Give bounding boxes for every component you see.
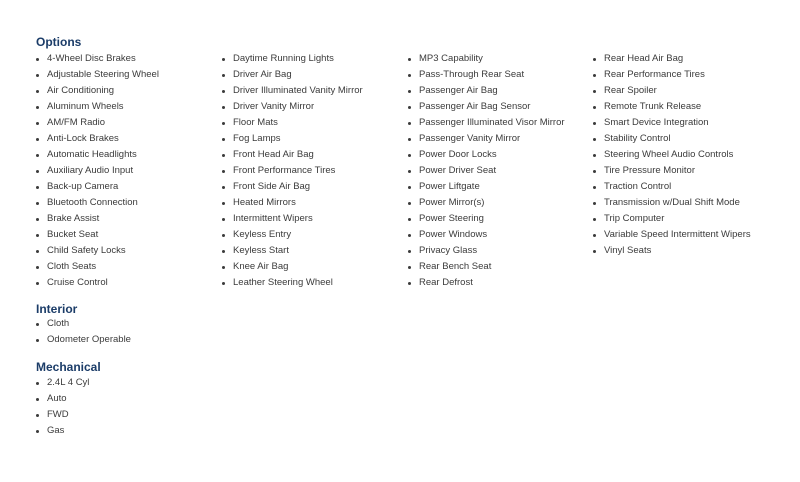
bullet-icon — [36, 90, 39, 93]
list-item-label: Trip Computer — [604, 213, 665, 224]
bullet-icon — [593, 202, 596, 205]
bullet-icon — [222, 106, 225, 109]
list-item — [408, 131, 593, 147]
bullet-icon — [593, 250, 596, 253]
list-item — [222, 243, 407, 259]
list-item-label: Bluetooth Connection — [47, 197, 138, 208]
bullet-icon — [408, 122, 411, 125]
list-item — [593, 211, 778, 227]
list-item — [222, 195, 407, 211]
list-item — [593, 147, 778, 163]
bullet-icon — [222, 186, 225, 189]
bullet-icon — [36, 202, 39, 205]
list-item-label: Knee Air Bag — [233, 261, 289, 272]
list-item — [408, 67, 593, 83]
list-item — [222, 83, 407, 99]
list-item — [593, 115, 778, 131]
list-item-label: Passenger Vanity Mirror — [419, 133, 521, 144]
list-item — [36, 163, 221, 179]
bullet-icon — [593, 58, 596, 61]
list-item-label: Child Safety Locks — [47, 245, 126, 256]
bullet-icon — [222, 74, 225, 77]
list-item-label: Power Mirror(s) — [419, 197, 485, 208]
list-item-label: Aluminum Wheels — [47, 101, 124, 112]
bullet-icon — [36, 430, 39, 433]
bullet-icon — [36, 250, 39, 253]
bullet-icon — [408, 218, 411, 221]
list-item-label: Privacy Glass — [419, 245, 478, 256]
bullet-icon — [222, 234, 225, 237]
bullet-icon — [36, 266, 39, 269]
list-item-label: Odometer Operable — [47, 334, 131, 345]
options-column-2 — [222, 51, 407, 291]
bullet-icon — [36, 382, 39, 385]
list-item — [593, 163, 778, 179]
list-item-label: Front Head Air Bag — [233, 149, 314, 160]
bullet-icon — [408, 58, 411, 61]
list-item — [222, 179, 407, 195]
list-item-label: Rear Bench Seat — [419, 261, 492, 272]
options-column-4 — [593, 51, 778, 259]
bullet-icon — [593, 106, 596, 109]
list-item-label: Driver Illuminated Vanity Mirror — [233, 85, 363, 96]
list-item — [593, 243, 778, 259]
bullet-icon — [36, 138, 39, 141]
bullet-icon — [222, 154, 225, 157]
list-item — [36, 391, 89, 407]
list-item-label: Rear Spoiler — [604, 85, 657, 96]
list-item-label: Power Liftgate — [419, 181, 480, 192]
bullet-icon — [222, 170, 225, 173]
list-item — [36, 316, 131, 332]
list-item — [408, 275, 593, 291]
bullet-icon — [222, 90, 225, 93]
list-item — [36, 407, 89, 423]
bullet-icon — [36, 234, 39, 237]
list-item-label: MP3 Capability — [419, 53, 483, 64]
mechanical-list — [36, 375, 89, 439]
list-item — [408, 147, 593, 163]
list-item — [593, 99, 778, 115]
list-item — [222, 115, 407, 131]
list-item-label: Auto — [47, 393, 67, 404]
list-item-label: Rear Head Air Bag — [604, 53, 684, 64]
list-item — [408, 163, 593, 179]
list-item-label: AM/FM Radio — [47, 117, 106, 128]
list-item-label: Daytime Running Lights — [233, 53, 334, 64]
list-item — [222, 67, 407, 83]
list-item-label: Floor Mats — [233, 117, 278, 128]
list-item — [36, 147, 221, 163]
list-item — [408, 99, 593, 115]
list-item — [222, 99, 407, 115]
list-item-label: Leather Steering Wheel — [233, 277, 333, 288]
bullet-icon — [222, 202, 225, 205]
bullet-icon — [593, 170, 596, 173]
mechanical-heading: Mechanical — [36, 360, 101, 374]
bullet-icon — [36, 218, 39, 221]
list-item-label: Anti-Lock Brakes — [47, 133, 119, 144]
list-item — [36, 275, 221, 291]
list-item — [36, 179, 221, 195]
bullet-icon — [36, 58, 39, 61]
list-item-label: Driver Vanity Mirror — [233, 101, 315, 112]
list-item — [408, 83, 593, 99]
list-item-label: 2.4L 4 Cyl — [47, 377, 90, 388]
bullet-icon — [408, 266, 411, 269]
bullet-icon — [408, 138, 411, 141]
list-item — [222, 211, 407, 227]
list-item — [36, 195, 221, 211]
list-item — [222, 131, 407, 147]
list-item — [36, 259, 221, 275]
bullet-icon — [36, 414, 39, 417]
list-item-label: Pass-Through Rear Seat — [419, 69, 525, 80]
list-item — [222, 163, 407, 179]
list-item-label: Passenger Illuminated Visor Mirror — [419, 117, 565, 128]
interior-list — [36, 316, 131, 348]
options-column-3 — [408, 51, 593, 291]
list-item-label: Power Driver Seat — [419, 165, 497, 176]
list-item-label: Power Windows — [419, 229, 488, 240]
bullet-icon — [36, 122, 39, 125]
bullet-icon — [593, 90, 596, 93]
list-item-label: Adjustable Steering Wheel — [47, 69, 159, 80]
list-item-label: Intermittent Wipers — [233, 213, 313, 224]
bullet-icon — [408, 74, 411, 77]
bullet-icon — [408, 170, 411, 173]
list-item — [36, 99, 221, 115]
list-item — [36, 131, 221, 147]
list-item — [593, 67, 778, 83]
list-item — [222, 259, 407, 275]
list-item-label: Stability Control — [604, 133, 671, 144]
list-item-label: Fog Lamps — [233, 133, 281, 144]
bullet-icon — [36, 186, 39, 189]
list-item-label: Tire Pressure Monitor — [604, 165, 695, 176]
list-item-label: Smart Device Integration — [604, 117, 709, 128]
list-item-label: Heated Mirrors — [233, 197, 296, 208]
list-item — [222, 227, 407, 243]
list-item-label: Vinyl Seats — [604, 245, 652, 256]
list-item — [593, 227, 778, 243]
bullet-icon — [36, 154, 39, 157]
bullet-icon — [408, 202, 411, 205]
list-item — [36, 83, 221, 99]
bullet-icon — [593, 154, 596, 157]
bullet-icon — [593, 74, 596, 77]
list-item-label: Passenger Air Bag Sensor — [419, 101, 531, 112]
list-item-label: Back-up Camera — [47, 181, 119, 192]
bullet-icon — [222, 218, 225, 221]
bullet-icon — [222, 122, 225, 125]
list-item — [36, 51, 221, 67]
list-item-label: Cloth Seats — [47, 261, 97, 272]
list-item — [222, 275, 407, 291]
list-item — [593, 83, 778, 99]
options-column-1 — [36, 51, 221, 291]
list-item-label: Steering Wheel Audio Controls — [604, 149, 734, 160]
list-item — [222, 147, 407, 163]
list-item-label: Gas — [47, 425, 65, 436]
list-item-label: Power Door Locks — [419, 149, 497, 160]
list-item-label: Front Performance Tires — [233, 165, 336, 176]
list-item-label: Air Conditioning — [47, 85, 115, 96]
bullet-icon — [36, 170, 39, 173]
list-item-label: Transmission w/Dual Shift Mode — [604, 197, 740, 208]
bullet-icon — [408, 282, 411, 285]
list-item-label: Rear Defrost — [419, 277, 473, 288]
list-item — [36, 332, 131, 348]
interior-heading: Interior — [36, 302, 78, 316]
bullet-icon — [408, 250, 411, 253]
list-item — [408, 227, 593, 243]
bullet-icon — [222, 58, 225, 61]
list-item-label: Traction Control — [604, 181, 672, 192]
list-item-label: Front Side Air Bag — [233, 181, 311, 192]
list-item — [36, 211, 221, 227]
list-item-label: Keyless Entry — [233, 229, 292, 240]
list-item — [222, 51, 407, 67]
bullet-icon — [36, 339, 39, 342]
list-item — [593, 131, 778, 147]
list-item-label: Power Steering — [419, 213, 484, 224]
list-item-label: 4-Wheel Disc Brakes — [47, 53, 136, 64]
bullet-icon — [36, 398, 39, 401]
list-item — [408, 179, 593, 195]
list-item — [593, 179, 778, 195]
list-item-label: Automatic Headlights — [47, 149, 137, 160]
list-item — [408, 259, 593, 275]
list-item-label: FWD — [47, 409, 69, 420]
bullet-icon — [408, 90, 411, 93]
list-item-label: Variable Speed Intermittent Wipers — [604, 229, 751, 240]
list-item-label: Cloth — [47, 318, 70, 329]
list-item — [36, 423, 89, 439]
list-item-label: Keyless Start — [233, 245, 289, 256]
bullet-icon — [408, 106, 411, 109]
bullet-icon — [36, 282, 39, 285]
bullet-icon — [222, 138, 225, 141]
list-item-label: Passenger Air Bag — [419, 85, 498, 96]
bullet-icon — [593, 138, 596, 141]
list-item-label: Cruise Control — [47, 277, 108, 288]
bullet-icon — [408, 154, 411, 157]
bullet-icon — [593, 122, 596, 125]
bullet-icon — [408, 186, 411, 189]
list-item — [36, 227, 221, 243]
list-item — [36, 67, 221, 83]
list-item — [408, 211, 593, 227]
bullet-icon — [36, 106, 39, 109]
list-item — [408, 195, 593, 211]
list-item — [408, 51, 593, 67]
list-item-label: Driver Air Bag — [233, 69, 292, 80]
list-item-label: Rear Performance Tires — [604, 69, 705, 80]
list-item-label: Brake Assist — [47, 213, 100, 224]
list-item-label: Bucket Seat — [47, 229, 99, 240]
bullet-icon — [222, 282, 225, 285]
bullet-icon — [593, 218, 596, 221]
list-item — [408, 243, 593, 259]
list-item — [36, 243, 221, 259]
list-item-label: Auxiliary Audio Input — [47, 165, 134, 176]
list-item — [36, 375, 89, 391]
list-item — [36, 115, 221, 131]
bullet-icon — [593, 186, 596, 189]
list-item — [593, 51, 778, 67]
bullet-icon — [222, 250, 225, 253]
options-heading: Options — [36, 35, 82, 49]
bullet-icon — [593, 234, 596, 237]
bullet-icon — [36, 74, 39, 77]
bullet-icon — [408, 234, 411, 237]
list-item — [408, 115, 593, 131]
list-item-label: Remote Trunk Release — [604, 101, 702, 112]
list-item — [593, 195, 778, 211]
bullet-icon — [222, 266, 225, 269]
bullet-icon — [36, 323, 39, 326]
